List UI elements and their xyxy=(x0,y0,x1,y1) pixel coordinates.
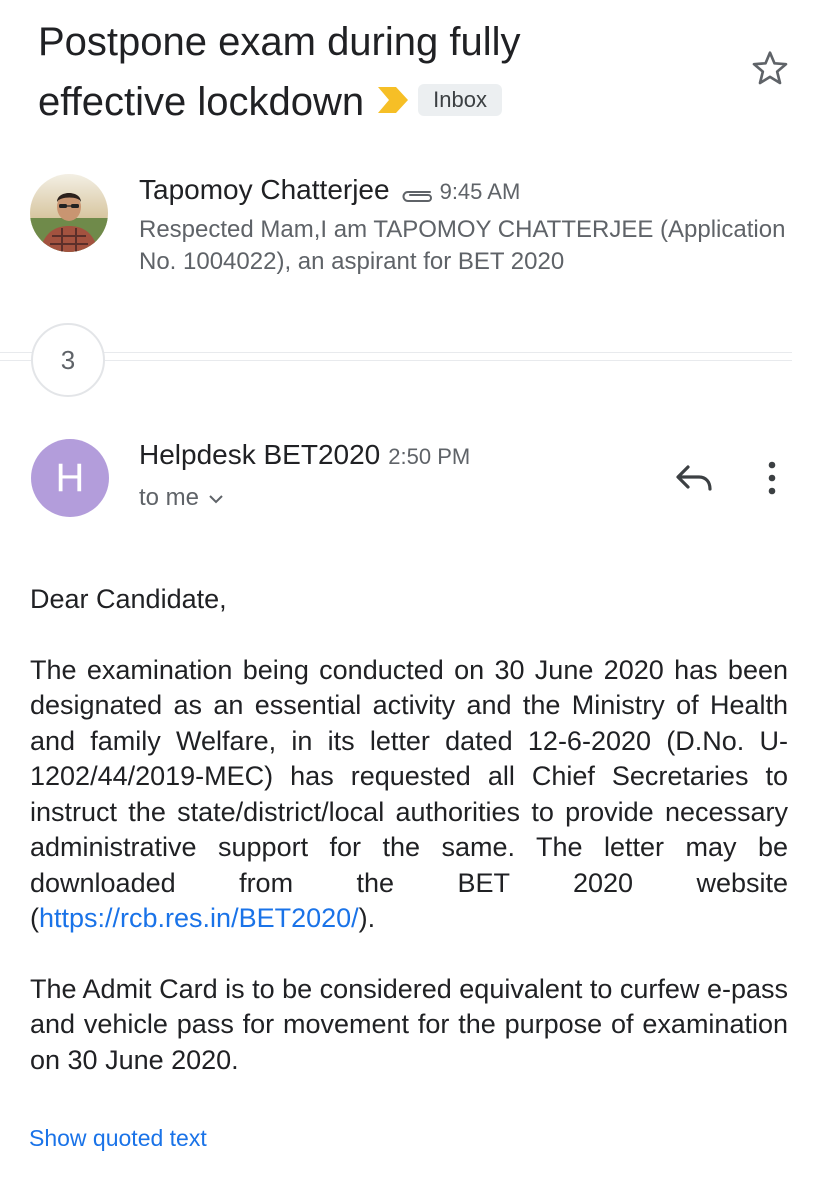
collapsed-divider xyxy=(0,352,792,353)
recipient-details-toggle[interactable] xyxy=(139,484,225,512)
message-time: 2:50 PM xyxy=(388,444,471,469)
recipient-text: to me xyxy=(139,484,200,511)
importance-marker-icon[interactable] xyxy=(376,85,410,115)
collapsed-messages-count[interactable]: 3 xyxy=(31,323,105,397)
star-icon[interactable] xyxy=(750,48,790,88)
message-time: 9:45 AM xyxy=(439,179,521,204)
body-text: ). xyxy=(358,903,376,933)
subject-text: Postpone exam during fully effective lockdown xyxy=(38,20,521,124)
message-body xyxy=(30,582,788,1078)
inbox-label[interactable]: Inbox xyxy=(418,84,502,116)
chevron-down-icon xyxy=(207,493,225,505)
body-text: The examination being conducted on 30 June 2020 has been designated as an essential activity and the Ministry of Health and family Welfare, in its letter dated 12-6-2020 (D.No. U-1202/44/2019-MEC) has requested all Chief Secretaries to instruct the state/district/local authorities to provide necessary administrative support for the same. The letter may be downloaded from the BET 2020 website ( xyxy=(30,654,788,933)
sender-avatar-photo[interactable] xyxy=(30,174,108,252)
greeting: Dear Candidate, xyxy=(30,584,227,614)
message-snippet: Respected Mam,I am TAPOMOY CHATTERJEE (Application No. 1004022), an aspirant for BET 2020 xyxy=(139,216,786,275)
collapsed-divider xyxy=(0,360,792,361)
email-subject xyxy=(38,12,658,132)
collapsed-message[interactable] xyxy=(139,170,799,278)
more-vert-icon[interactable] xyxy=(760,458,784,498)
reply-icon[interactable] xyxy=(672,458,716,498)
attachment-icon xyxy=(400,186,434,204)
sender-name: Helpdesk BET2020 xyxy=(139,439,381,470)
sender-avatar[interactable]: H xyxy=(31,439,109,517)
show-quoted-text-link[interactable]: Show quoted text xyxy=(29,1125,207,1151)
website-link[interactable]: https://rcb.res.in/BET2020/ xyxy=(39,903,359,933)
message-header xyxy=(139,434,470,512)
sender-name: Tapomoy Chatterjee xyxy=(139,174,390,205)
body-paragraph: The Admit Card is to be considered equivalent to curfew e-pass and vehicle pass for movement for the purpose of examination on 30 June 2020. xyxy=(30,973,788,1075)
body-paragraph xyxy=(30,653,788,937)
